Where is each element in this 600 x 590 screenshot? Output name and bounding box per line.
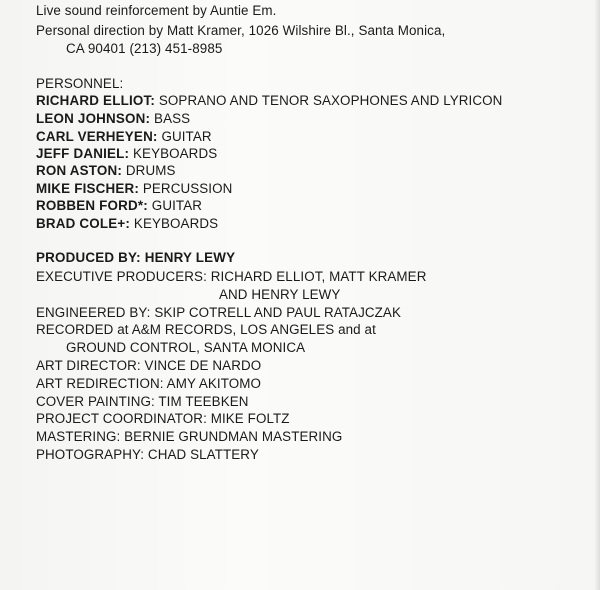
personnel-heading: PERSONNEL: (36, 76, 124, 91)
member-name: LEON JOHNSON: (36, 111, 151, 126)
page-edge-shadow (594, 0, 600, 590)
member-name: RICHARD ELLIOT: (36, 93, 156, 108)
personnel-row (36, 128, 212, 145)
recorded-line: RECORDED at A&M RECORDS, LOS ANGELES and at (36, 322, 376, 337)
personnel-row (36, 145, 217, 162)
member-role: KEYBOARDS (133, 146, 218, 161)
address-line: CA 90401 (213) 451-8985 (66, 41, 223, 56)
personnel-row (36, 180, 232, 197)
art-redirection-line: ART REDIRECTION: AMY AKITOMO (36, 376, 262, 391)
member-role: BASS (154, 111, 191, 126)
personnel-row (36, 215, 218, 232)
member-name: CARL VERHEYEN: (36, 129, 158, 144)
executive-producers-line: EXECUTIVE PRODUCERS: RICHARD ELLIOT, MATT KRAMER (36, 269, 427, 284)
member-role: GUITAR (151, 198, 202, 213)
member-name: JEFF DANIEL: (36, 146, 130, 161)
engineered-by-line: ENGINEERED BY: SKIP COTRELL AND PAUL RATAJCZAK (36, 305, 401, 320)
member-role: GUITAR (161, 129, 212, 144)
member-name: MIKE FISCHER: (36, 181, 140, 196)
member-role: DRUMS (125, 163, 176, 178)
photography-line: PHOTOGRAPHY: CHAD SLATTERY (36, 447, 259, 462)
personal-direction-line: Personal direction by Matt Kramer, 1026 Wilshire Bl., Santa Monica, (36, 23, 446, 38)
cover-painting-line: COVER PAINTING: TIM TEEBKEN (36, 394, 249, 409)
sound-reinforcement-line: Live sound reinforcement by Auntie Em. (36, 3, 277, 18)
art-director-line: ART DIRECTOR: VINCE DE NARDO (36, 358, 262, 373)
member-role: SOPRANO AND TENOR SAXOPHONES AND LYRICON (158, 93, 503, 108)
executive-producers-continued: AND HENRY LEWY (219, 287, 341, 302)
produced-by-line: PRODUCED BY: HENRY LEWY (36, 250, 236, 265)
project-coordinator-line: PROJECT COORDINATOR: MIKE FOLTZ (36, 411, 290, 426)
member-name: ROBBEN FORD*: (36, 198, 148, 213)
member-role: PERCUSSION (142, 181, 233, 196)
recorded-line-continued: GROUND CONTROL, SANTA MONICA (66, 340, 306, 355)
mastering-line: MASTERING: BERNIE GRUNDMAN MASTERING (36, 429, 343, 444)
personnel-row (36, 92, 502, 109)
member-name: BRAD COLE+: (36, 216, 131, 231)
personnel-row (36, 162, 176, 179)
member-name: RON ASTON: (36, 163, 123, 178)
personnel-row (36, 197, 202, 214)
member-role: KEYBOARDS (133, 216, 219, 231)
personnel-row (36, 110, 190, 127)
